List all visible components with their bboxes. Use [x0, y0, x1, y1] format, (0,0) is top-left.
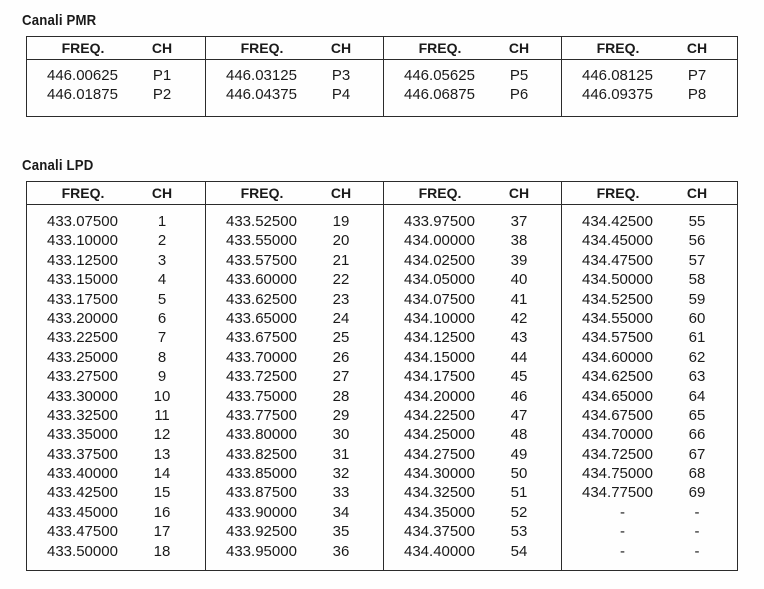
table-row [384, 271, 562, 290]
frequency-cell: 433.95000 [226, 542, 297, 560]
table-row [562, 271, 738, 290]
frequency-cell: 434.32500 [404, 484, 475, 502]
table-row [27, 407, 205, 426]
table-row [384, 484, 562, 503]
frequency-cell: 434.57500 [582, 329, 653, 347]
frequency-cell: 434.45000 [582, 232, 653, 250]
column-header [206, 182, 384, 205]
channel-cell: 21 [332, 251, 350, 269]
column-body [384, 213, 562, 562]
frequency-cell: 433.17500 [47, 290, 118, 308]
table-row [27, 310, 205, 329]
channel-cell: 31 [332, 445, 350, 463]
table-row [562, 232, 738, 251]
freq-header: FREQ. [418, 40, 462, 56]
ch-header: CH [330, 185, 352, 201]
channel-cell: 28 [332, 387, 350, 405]
channel-cell: P2 [152, 86, 172, 104]
table-row [562, 388, 738, 407]
table-row [27, 232, 205, 251]
freq-header: FREQ. [61, 40, 105, 56]
table-row [384, 232, 562, 251]
freq-header: FREQ. [418, 185, 462, 201]
table-row [27, 86, 205, 105]
table-row [206, 271, 384, 290]
table-row [562, 67, 738, 86]
channel-cell: 5 [157, 290, 167, 308]
table-row [27, 504, 205, 523]
frequency-cell: 433.47500 [47, 523, 118, 541]
pmr-column-3 [383, 37, 562, 116]
channel-cell: 39 [510, 251, 528, 269]
frequency-cell: 433.42500 [47, 484, 118, 502]
frequency-cell: 446.06875 [404, 86, 475, 104]
table-row [562, 446, 738, 465]
frequency-cell: 433.45000 [47, 503, 118, 521]
table-row [27, 67, 205, 86]
pmr-column-4 [561, 37, 738, 116]
channel-cell: P3 [331, 67, 351, 84]
frequency-cell: 434.50000 [582, 271, 653, 289]
channel-cell: P4 [331, 86, 351, 104]
freq-header: FREQ. [240, 40, 284, 56]
frequency-cell: 433.70000 [226, 348, 297, 366]
table-row [27, 465, 205, 484]
table-row [562, 543, 738, 562]
table-row [206, 252, 384, 271]
frequency-cell: 434.72500 [582, 445, 653, 463]
column-header [27, 37, 205, 60]
channel-cell: 25 [332, 329, 350, 347]
table-row [384, 543, 562, 562]
table-row [206, 291, 384, 310]
channel-cell: 42 [510, 309, 528, 327]
channel-cell: 36 [332, 542, 350, 560]
channel-cell: 68 [688, 465, 706, 483]
frequency-cell: 434.60000 [582, 348, 653, 366]
table-row [206, 86, 384, 105]
frequency-cell: 433.97500 [404, 213, 475, 230]
column-body [562, 213, 738, 562]
channel-cell: 60 [688, 309, 706, 327]
frequency-cell: 434.02500 [404, 251, 475, 269]
table-row [27, 213, 205, 232]
frequency-cell: 433.77500 [226, 406, 297, 424]
frequency-cell: 434.55000 [582, 309, 653, 327]
freq-header: FREQ. [596, 40, 640, 56]
table-row [562, 407, 738, 426]
channel-cell: P8 [687, 86, 707, 104]
table-row [562, 465, 738, 484]
table-row [384, 329, 562, 348]
channel-cell: 44 [510, 348, 528, 366]
frequency-cell: 434.42500 [582, 213, 653, 230]
frequency-cell: 434.00000 [404, 232, 475, 250]
table-row [27, 543, 205, 562]
frequency-cell: 434.75000 [582, 465, 653, 483]
channel-cell: 67 [688, 445, 706, 463]
channel-cell: - [694, 542, 700, 560]
table-row [384, 388, 562, 407]
table-row [384, 446, 562, 465]
lpd-column-3 [383, 182, 562, 570]
channel-cell: 29 [332, 406, 350, 424]
freq-header: FREQ. [240, 185, 284, 201]
channel-cell: 16 [153, 503, 171, 521]
channel-cell: 30 [332, 426, 350, 444]
channel-cell: 62 [688, 348, 706, 366]
table-row [562, 213, 738, 232]
frequency-cell: 433.80000 [226, 426, 297, 444]
frequency-cell: 433.35000 [47, 426, 118, 444]
frequency-cell: 434.40000 [404, 542, 475, 560]
frequency-cell: 433.52500 [226, 213, 297, 230]
ch-header: CH [686, 185, 708, 201]
frequency-cell: 433.25000 [47, 348, 118, 366]
table-row [27, 484, 205, 503]
column-body [562, 67, 738, 106]
frequency-cell: 434.70000 [582, 426, 653, 444]
column-header [562, 182, 738, 205]
channel-cell: 53 [510, 523, 528, 541]
frequency-cell: 433.37500 [47, 445, 118, 463]
channel-cell: P6 [509, 86, 529, 104]
table-row [27, 446, 205, 465]
column-body [206, 67, 384, 106]
ch-header: CH [508, 185, 530, 201]
column-header [206, 37, 384, 60]
channel-cell: 17 [153, 523, 171, 541]
table-row [27, 329, 205, 348]
pmr-section-title: Canali PMR [22, 12, 97, 29]
table-row [206, 426, 384, 445]
channel-cell: 50 [510, 465, 528, 483]
frequency-cell: 434.05000 [404, 271, 475, 289]
channel-cell: 9 [157, 368, 167, 386]
table-row [27, 271, 205, 290]
frequency-cell: 433.62500 [226, 290, 297, 308]
channel-cell: 13 [153, 445, 171, 463]
table-row [562, 368, 738, 387]
frequency-cell: 433.32500 [47, 406, 118, 424]
table-row [206, 232, 384, 251]
frequency-cell: 434.65000 [582, 387, 653, 405]
table-row [206, 67, 384, 86]
frequency-cell: 433.87500 [226, 484, 297, 502]
table-row [206, 523, 384, 542]
table-row [384, 213, 562, 232]
table-row [562, 484, 738, 503]
table-row [206, 465, 384, 484]
channel-cell: 26 [332, 348, 350, 366]
channel-cell: 33 [332, 484, 350, 502]
channel-cell: 55 [688, 213, 706, 230]
channel-cell: 69 [688, 484, 706, 502]
channel-cell: P1 [152, 67, 172, 84]
channel-cell: 20 [332, 232, 350, 250]
frequency-cell: 433.27500 [47, 368, 118, 386]
frequency-cell: 433.12500 [47, 251, 118, 269]
pmr-column-2 [205, 37, 384, 116]
frequency-cell: 433.75000 [226, 387, 297, 405]
frequency-cell: 433.67500 [226, 329, 297, 347]
frequency-cell: 433.57500 [226, 251, 297, 269]
frequency-cell: 433.10000 [47, 232, 118, 250]
frequency-cell: 434.25000 [404, 426, 475, 444]
frequency-cell: 433.90000 [226, 503, 297, 521]
frequency-cell: 446.09375 [582, 86, 653, 104]
channel-cell: 6 [157, 309, 167, 327]
frequency-cell: 433.07500 [47, 213, 118, 230]
table-row [206, 407, 384, 426]
channel-cell: 23 [332, 290, 350, 308]
frequency-cell: 433.85000 [226, 465, 297, 483]
channel-cell: 54 [510, 542, 528, 560]
table-row [562, 291, 738, 310]
frequency-cell: 434.37500 [404, 523, 475, 541]
channel-cell: 19 [332, 213, 350, 230]
frequency-cell: 434.77500 [582, 484, 653, 502]
channel-cell: 24 [332, 309, 350, 327]
table-row [562, 86, 738, 105]
table-row [384, 426, 562, 445]
frequency-cell: 433.40000 [47, 465, 118, 483]
frequency-cell: 433.20000 [47, 309, 118, 327]
table-row [206, 213, 384, 232]
frequency-cell: 446.03125 [226, 67, 297, 84]
table-row [206, 543, 384, 562]
table-row [384, 67, 562, 86]
channel-cell: 37 [510, 213, 528, 230]
channel-cell: - [694, 503, 700, 521]
frequency-cell: 434.20000 [404, 387, 475, 405]
frequency-cell: 434.07500 [404, 290, 475, 308]
table-row [384, 523, 562, 542]
channel-cell: 4 [157, 271, 167, 289]
channel-cell: 10 [153, 387, 171, 405]
table-row [384, 252, 562, 271]
freq-header: FREQ. [61, 185, 105, 201]
channel-cell: 57 [688, 251, 706, 269]
channel-cell: 61 [688, 329, 706, 347]
table-row [384, 504, 562, 523]
pmr-channel-table [26, 36, 738, 117]
channel-cell: P7 [687, 67, 707, 84]
table-row [562, 349, 738, 368]
frequency-cell: - [620, 523, 625, 541]
frequency-cell: 446.00625 [47, 67, 118, 84]
channel-cell: P5 [509, 67, 529, 84]
table-row [562, 310, 738, 329]
table-row [562, 504, 738, 523]
table-row [384, 407, 562, 426]
table-row [27, 349, 205, 368]
channel-cell: - [694, 523, 700, 541]
table-row [562, 252, 738, 271]
table-row [206, 504, 384, 523]
frequency-cell: 446.08125 [582, 67, 653, 84]
frequency-cell: - [620, 542, 625, 560]
channel-cell: 2 [157, 232, 167, 250]
channel-cell: 66 [688, 426, 706, 444]
pmr-column-1 [27, 37, 205, 116]
frequency-cell: 434.12500 [404, 329, 475, 347]
channel-cell: 35 [332, 523, 350, 541]
ch-header: CH [330, 40, 352, 56]
channel-cell: 14 [153, 465, 171, 483]
table-row [206, 388, 384, 407]
table-row [384, 86, 562, 105]
column-body [27, 213, 205, 562]
frequency-cell: 433.82500 [226, 445, 297, 463]
channel-cell: 40 [510, 271, 528, 289]
table-row [27, 426, 205, 445]
channel-cell: 65 [688, 406, 706, 424]
lpd-column-1 [27, 182, 205, 570]
frequency-cell: 434.10000 [404, 309, 475, 327]
channel-cell: 12 [153, 426, 171, 444]
channel-cell: 52 [510, 503, 528, 521]
lpd-column-4 [561, 182, 738, 570]
channel-cell: 22 [332, 271, 350, 289]
frequency-cell: 446.01875 [47, 86, 118, 104]
frequency-cell: 434.62500 [582, 368, 653, 386]
ch-header: CH [151, 40, 173, 56]
frequency-cell: 433.72500 [226, 368, 297, 386]
channel-cell: 64 [688, 387, 706, 405]
channel-cell: 11 [154, 406, 170, 424]
channel-cell: 47 [510, 406, 528, 424]
table-row [562, 329, 738, 348]
column-header [384, 37, 562, 60]
channel-cell: 7 [157, 329, 167, 347]
frequency-cell: - [620, 503, 625, 521]
channel-cell: 27 [332, 368, 350, 386]
lpd-channel-table [26, 181, 738, 571]
table-row [384, 349, 562, 368]
frequency-cell: 434.27500 [404, 445, 475, 463]
table-row [206, 329, 384, 348]
frequency-cell: 433.30000 [47, 387, 118, 405]
column-header [384, 182, 562, 205]
column-header [27, 182, 205, 205]
channel-cell: 46 [510, 387, 528, 405]
channel-cell: 8 [157, 348, 167, 366]
table-row [384, 310, 562, 329]
channel-cell: 48 [510, 426, 528, 444]
frequency-cell: 433.50000 [47, 542, 118, 560]
frequency-cell: 446.05625 [404, 67, 475, 84]
table-row [27, 388, 205, 407]
channel-cell: 18 [153, 542, 171, 560]
channel-cell: 43 [510, 329, 528, 347]
frequency-cell: 446.04375 [226, 86, 297, 104]
ch-header: CH [151, 185, 173, 201]
table-row [206, 349, 384, 368]
column-body [27, 67, 205, 106]
frequency-cell: 434.52500 [582, 290, 653, 308]
frequency-cell: 434.47500 [582, 251, 653, 269]
frequency-cell: 434.17500 [404, 368, 475, 386]
channel-cell: 56 [688, 232, 706, 250]
frequency-cell: 434.22500 [404, 406, 475, 424]
frequency-cell: 433.55000 [226, 232, 297, 250]
table-row [206, 446, 384, 465]
channel-cell: 41 [510, 290, 528, 308]
channel-cell: 32 [332, 465, 350, 483]
frequency-cell: 433.92500 [226, 523, 297, 541]
frequency-cell: 433.60000 [226, 271, 297, 289]
table-row [27, 368, 205, 387]
channel-cell: 15 [153, 484, 171, 502]
ch-header: CH [508, 40, 530, 56]
channel-cell: 34 [332, 503, 350, 521]
channel-cell: 59 [688, 290, 706, 308]
table-row [562, 523, 738, 542]
frequency-cell: 434.15000 [404, 348, 475, 366]
channel-cell: 51 [510, 484, 528, 502]
frequency-cell: 434.67500 [582, 406, 653, 424]
frequency-cell: 434.35000 [404, 503, 475, 521]
channel-cell: 3 [157, 251, 167, 269]
column-header [562, 37, 738, 60]
frequency-cell: 434.30000 [404, 465, 475, 483]
table-row [562, 426, 738, 445]
table-row [206, 368, 384, 387]
lpd-column-2 [205, 182, 384, 570]
freq-header: FREQ. [596, 185, 640, 201]
channel-cell: 63 [688, 368, 706, 386]
ch-header: CH [686, 40, 708, 56]
channel-cell: 1 [157, 213, 167, 230]
lpd-section-title: Canali LPD [22, 157, 94, 174]
table-row [27, 523, 205, 542]
table-row [384, 368, 562, 387]
channel-cell: 45 [510, 368, 528, 386]
column-body [384, 67, 562, 106]
frequency-cell: 433.15000 [47, 271, 118, 289]
frequency-cell: 433.22500 [47, 329, 118, 347]
channel-cell: 58 [688, 271, 706, 289]
table-row [206, 484, 384, 503]
table-row [27, 252, 205, 271]
channel-cell: 38 [510, 232, 528, 250]
table-row [27, 291, 205, 310]
table-row [384, 465, 562, 484]
column-body [206, 213, 384, 562]
table-row [206, 310, 384, 329]
frequency-cell: 433.65000 [226, 309, 297, 327]
channel-cell: 49 [510, 445, 528, 463]
table-row [384, 291, 562, 310]
